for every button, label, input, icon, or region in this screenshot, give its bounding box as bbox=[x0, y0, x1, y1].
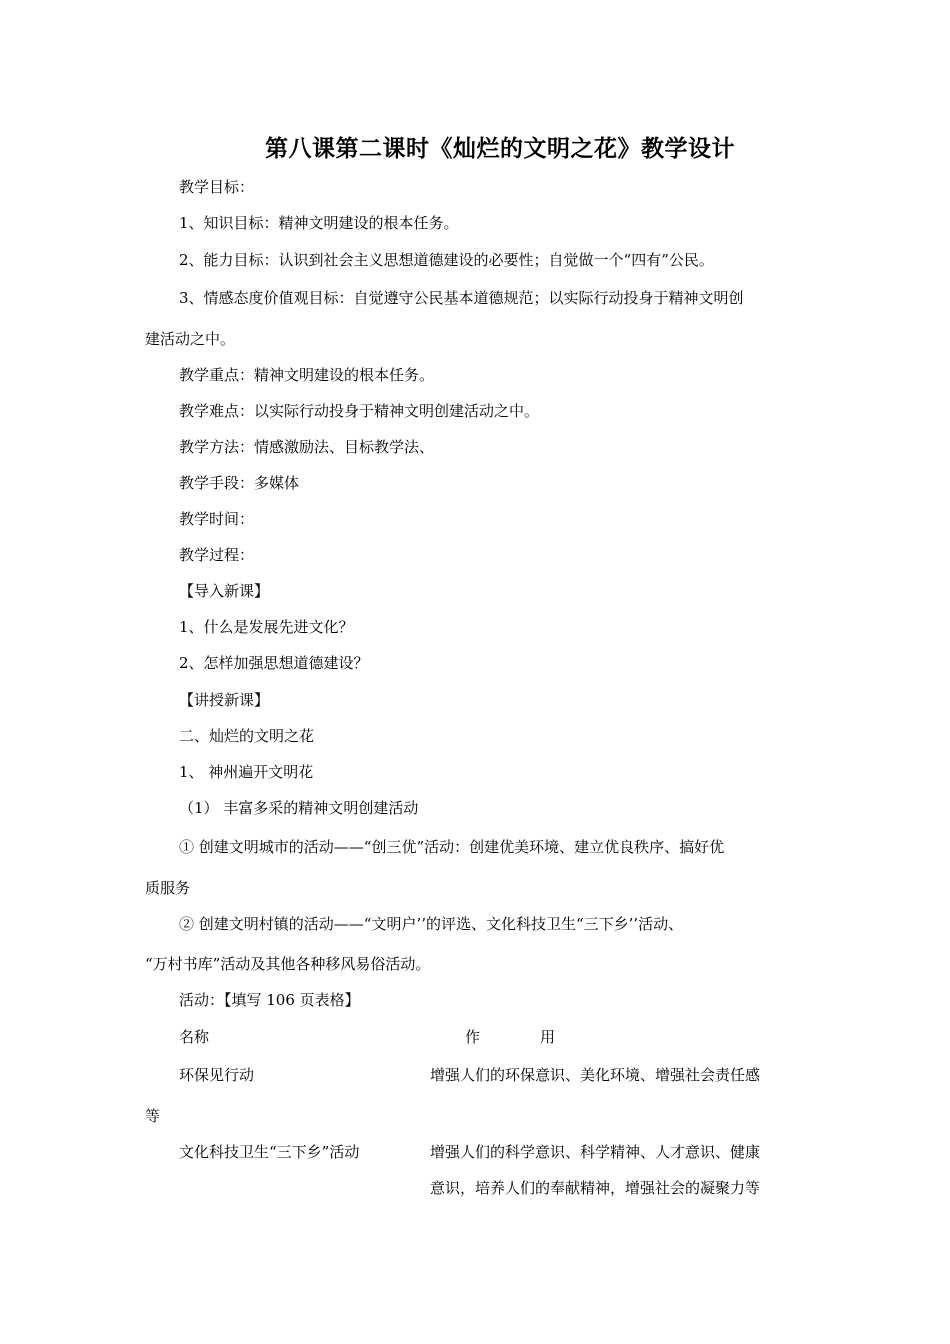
teaching-time: 教学时间： bbox=[179, 510, 255, 528]
objective-ability: 2、能力目标：认识到社会主义思想道德建设的必要性；自觉做一个“四有”公民。 bbox=[179, 251, 714, 269]
lecture-item-2-line1: ② 创建文明村镇的活动——“文明户’’的评选、文化科技卫生“三下乡’’活动、 bbox=[179, 915, 684, 933]
intro-question-2: 2、怎样加强思想道德建设？ bbox=[179, 654, 369, 672]
objective-emotion-line1: 3、情感态度价值观目标：自觉遵守公民基本道德规范；以实际行动投身于精神文明创 bbox=[179, 289, 744, 307]
lecture-item-2-line2: “万村书库”活动及其他各种移风易俗活动。 bbox=[145, 955, 431, 973]
key-point: 教学重点：精神文明建设的根本任务。 bbox=[179, 366, 435, 384]
objective-emotion-line2: 建活动之中。 bbox=[145, 330, 236, 348]
intro-question-1: 1、什么是发展先进文化？ bbox=[179, 618, 354, 636]
lecture-subsection-1-1: （1） 丰富多采的精神文明创建活动 bbox=[179, 799, 419, 817]
activity-row-2-role-line1: 增强人们的科学意识、科学精神、人才意识、健康 bbox=[430, 1143, 761, 1161]
activity-row-1-name: 环保见行动 bbox=[179, 1066, 255, 1084]
lecture-item-1-line2: 质服务 bbox=[145, 879, 191, 897]
objectives-heading: 教学目标： bbox=[179, 178, 255, 196]
difficulty: 教学难点：以实际行动投身于精神文明创建活动之中。 bbox=[179, 402, 540, 420]
activity-row-2-name: 文化科技卫生“三下乡”活动 bbox=[179, 1143, 360, 1161]
lecture-item-1-line1: ① 创建文明城市的活动——“创三优”活动：创建优美环境、建立优良秩序、搞好优 bbox=[179, 838, 725, 856]
teaching-process: 教学过程： bbox=[179, 546, 255, 564]
intro-heading: 【导入新课】 bbox=[179, 582, 270, 600]
activity-row-1-role-line2: 等 bbox=[145, 1107, 161, 1125]
page-title: 第八课第二课时《灿烂的文明之花》教学设计 bbox=[265, 136, 735, 162]
lecture-section: 二、灿烂的文明之花 bbox=[179, 727, 315, 745]
objective-knowledge: 1、知识目标：精神文明建设的根本任务。 bbox=[179, 214, 459, 232]
activity-header-role: 作 用 bbox=[465, 1028, 556, 1046]
lecture-heading: 【讲授新课】 bbox=[179, 691, 270, 709]
activity-header-name: 名称 bbox=[179, 1028, 210, 1046]
activity-row-2-role-line2: 意识，培养人们的奉献精神，增强社会的凝聚力等 bbox=[430, 1179, 761, 1197]
activity-row-1-role-line1: 增强人们的环保意识、美化环境、增强社会责任感 bbox=[430, 1066, 761, 1084]
lecture-subsection-1: 1、 神州遍开文明花 bbox=[179, 763, 314, 781]
teaching-means: 教学手段：多媒体 bbox=[179, 474, 300, 492]
teaching-method: 教学方法：情感激励法、目标教学法、 bbox=[179, 438, 435, 456]
activity-label: 活动：【填写 106 页表格】 bbox=[179, 991, 360, 1009]
